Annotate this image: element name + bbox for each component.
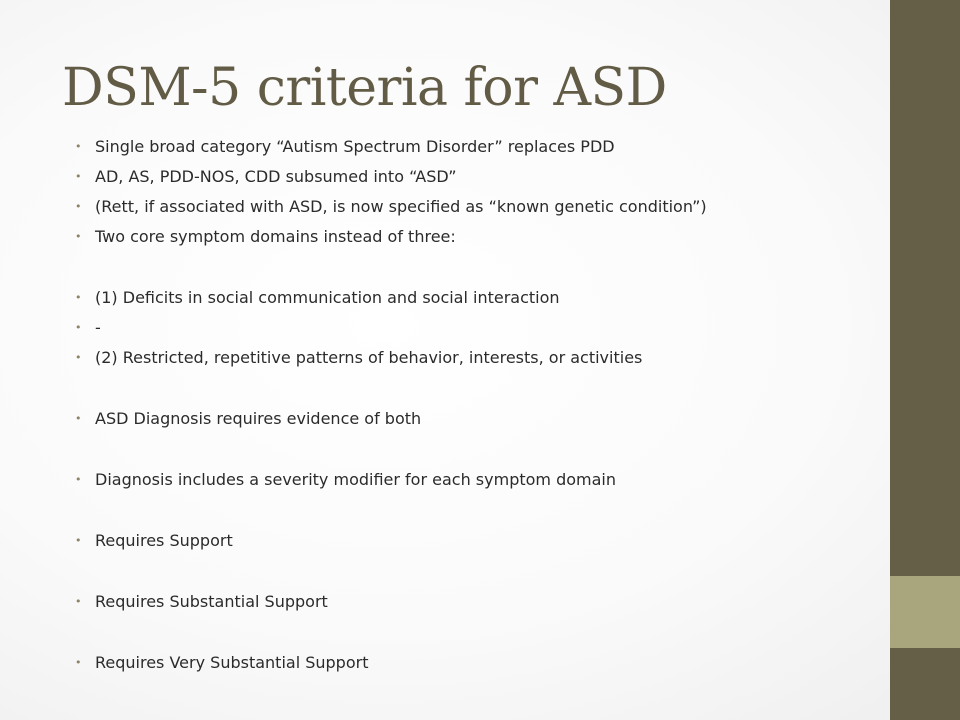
bullet-dot-icon: •: [75, 412, 82, 425]
bullet-item: [75, 132, 875, 162]
bullet-text: (1) Deficits in social communication and social interaction: [95, 288, 560, 307]
bullet-text: (2) Restricted, repetitive patterns of behavior, interests, or activities: [95, 348, 643, 367]
bullet-dot-icon: •: [75, 230, 82, 243]
bullet-item: [75, 343, 875, 373]
bullet-text: AD, AS, PDD-NOS, CDD subsumed into “ASD”: [95, 167, 457, 186]
bullet-item: [75, 404, 875, 434]
bullet-item: [75, 192, 875, 222]
bullet-dot-icon: •: [75, 351, 82, 364]
bullet-item: [75, 222, 875, 252]
bullet-item: [75, 313, 875, 343]
bullet-item: [75, 283, 875, 313]
bullet-text: ASD Diagnosis requires evidence of both: [95, 409, 422, 428]
bullet-dot-icon: •: [75, 170, 82, 183]
slide-title: DSM-5 criteria for ASD: [62, 58, 667, 118]
bullet-text: Diagnosis includes a severity modifier for each symptom domain: [95, 470, 617, 489]
bullet-text: -: [95, 318, 101, 337]
bullet-list: [75, 132, 875, 678]
bullet-text: (Rett, if associated with ASD, is now specified as “known genetic condition”): [95, 197, 707, 216]
bullet-text: Requires Support: [95, 531, 233, 550]
bullet-dot-icon: •: [75, 595, 82, 608]
bullet-dot-icon: •: [75, 656, 82, 669]
bullet-text: Single broad category “Autism Spectrum Disorder” replaces PDD: [95, 137, 615, 156]
bullet-item: [75, 587, 875, 617]
bullet-dot-icon: •: [75, 200, 82, 213]
bullet-dot-icon: •: [75, 473, 82, 486]
bullet-item: [75, 648, 875, 678]
sidebar-accent-bottom: [890, 648, 960, 720]
bullet-dot-icon: •: [75, 140, 82, 153]
bullet-text: Requires Substantial Support: [95, 592, 328, 611]
bullet-dot-icon: •: [75, 534, 82, 547]
bullet-dot-icon: •: [75, 291, 82, 304]
bullet-dot-icon: •: [75, 321, 82, 334]
sidebar-accent-middle: [890, 576, 960, 648]
bullet-item: [75, 526, 875, 556]
bullet-text: Requires Very Substantial Support: [95, 653, 369, 672]
bullet-item: [75, 465, 875, 495]
bullet-text: Two core symptom domains instead of three:: [95, 227, 456, 246]
bullet-item: [75, 162, 875, 192]
sidebar-accent-top: [890, 0, 960, 576]
